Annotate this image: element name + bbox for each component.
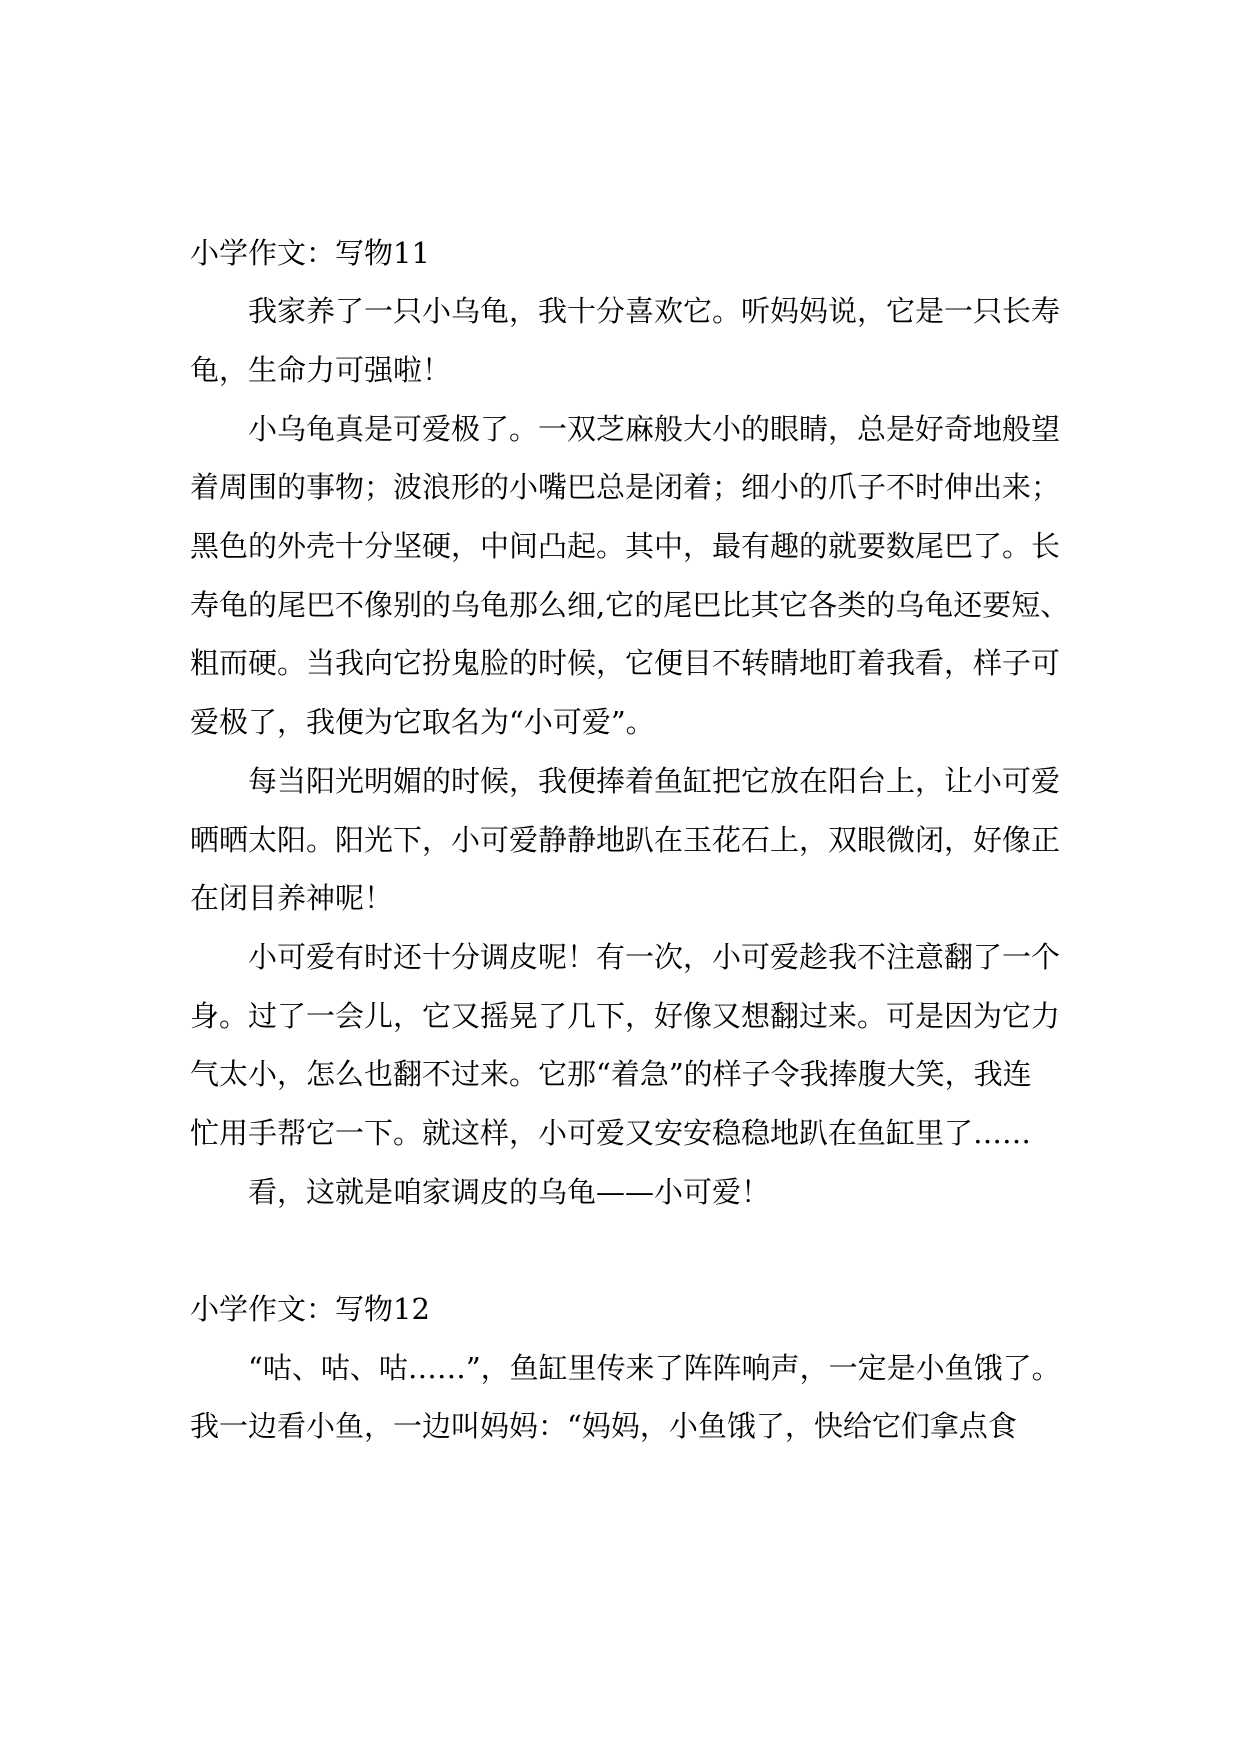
essay-title: 小学作文：写物11 [190,236,430,270]
paragraph-line: 着周围的事物；波浪形的小嘴巴总是闭着；细小的爪子不时伸出来； [190,470,1061,504]
paragraph-line: 我家养了一只小乌龟，我十分喜欢它。听妈妈说，它是一只长寿 [248,294,1061,328]
paragraph-line: 龟，生命力可强啦！ [190,353,452,387]
paragraph-line: 看，这就是咱家调皮的乌龟——小可爱！ [248,1175,771,1209]
paragraph-line: 晒晒太阳。阳光下，小可爱静静地趴在玉花石上，双眼微闭，好像正 [190,823,1061,857]
paragraph-line: 爱极了，我便为它取名为“小可爱”。 [190,705,655,739]
paragraph-line: 粗而硬。当我向它扮鬼脸的时候，它便目不转睛地盯着我看，样子可 [190,646,1061,680]
paragraph-line: 黑色的外壳十分坚硬，中间凸起。其中，最有趣的就要数尾巴了。长 [190,529,1061,563]
paragraph-line: 身。过了一会儿，它又摇晃了几下，好像又想翻过来。可是因为它力 [190,999,1061,1033]
essay-title: 小学作文：写物12 [190,1292,430,1326]
paragraph-line: 寿龟的尾巴不像别的乌龟那么细,它的尾巴比其它各类的乌龟还要短、 [190,588,1070,622]
paragraph-line: 在闭目养神呢！ [190,881,394,915]
paragraph-line: “咕、咕、咕……”，鱼缸里传来了阵阵响声，一定是小鱼饿了。 [248,1351,1061,1385]
paragraph-line: 小可爱有时还十分调皮呢！有一次，小可爱趁我不注意翻了一个 [248,940,1061,974]
paragraph-line: 我一边看小鱼，一边叫妈妈：“妈妈，小鱼饿了，快给它们拿点食 [190,1409,1017,1443]
paragraph-line: 气太小，怎么也翻不过来。它那“着急”的样子令我捧腹大笑，我连 [190,1057,1032,1091]
paragraph-line: 忙用手帮它一下。就这样，小可爱又安安稳稳地趴在鱼缸里了…… [190,1116,1032,1150]
paragraph-line: 小乌龟真是可爱极了。一双芝麻般大小的眼睛，总是好奇地般望 [248,412,1061,446]
paragraph-line: 每当阳光明媚的时候，我便捧着鱼缸把它放在阳台上，让小可爱 [248,764,1061,798]
